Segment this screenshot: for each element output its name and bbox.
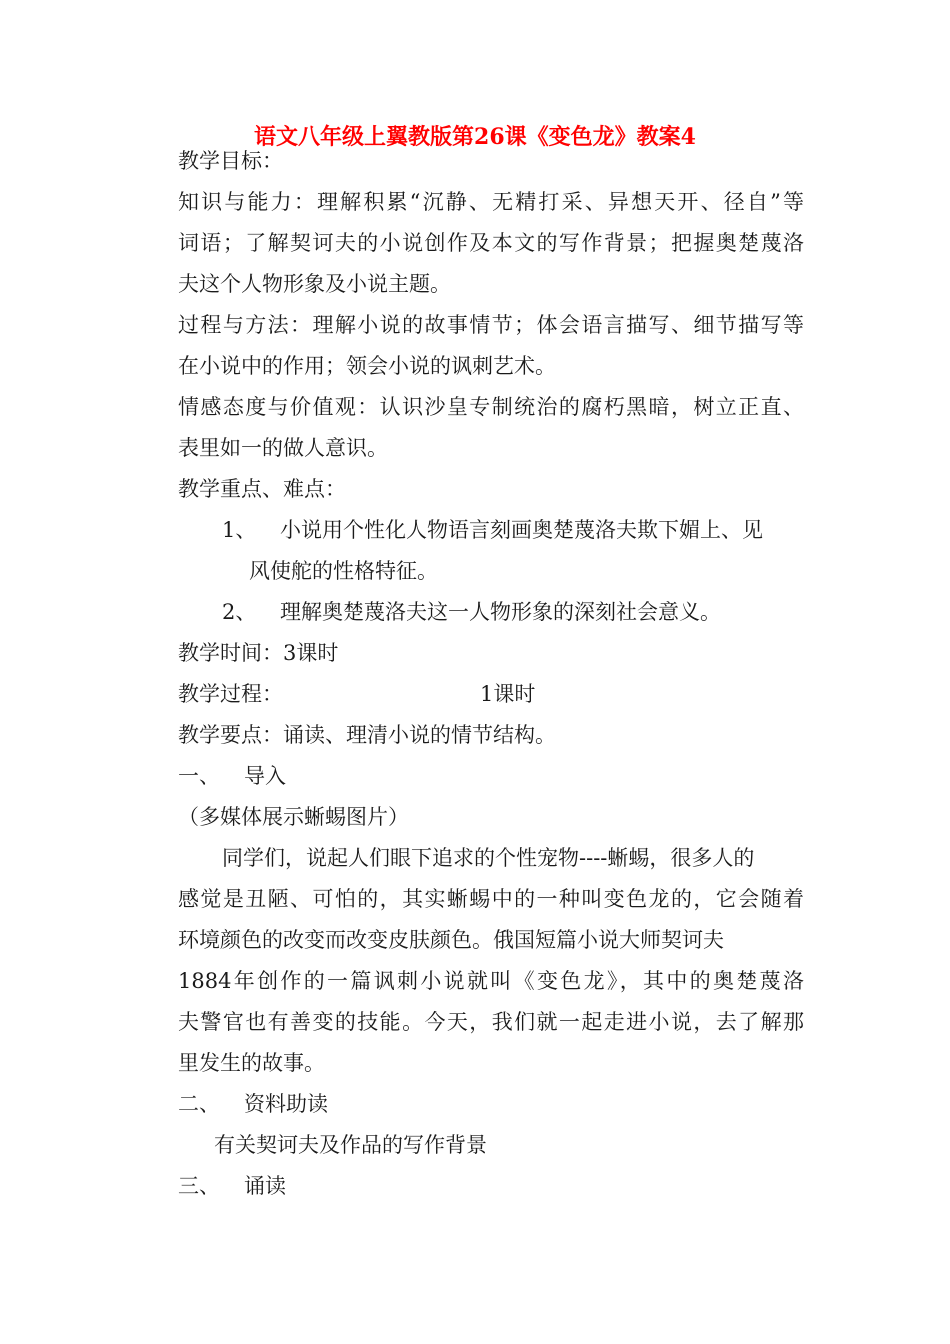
- key-points-heading: 教学重点、难点：: [178, 477, 346, 501]
- knowledge-line-1: 知识与能力：理解积累“沉静、无精打采、异想天开、径自”等: [178, 190, 804, 214]
- process-line-1: 过程与方法：理解小说的故事情节；体会语言描写、细节描写等: [178, 313, 804, 337]
- section-3-title: 诵读: [244, 1174, 286, 1198]
- section-3-number: 三、: [178, 1174, 220, 1198]
- intro-line-1: 同学们，说起人们眼下追求的个性宠物----蜥蜴，很多人的: [222, 846, 755, 870]
- knowledge-line-3: 夫这个人物形象及小说主题。: [178, 272, 451, 296]
- teaching-time: 教学时间：3课时: [178, 641, 339, 665]
- section-1-number: 一、: [178, 764, 220, 788]
- key-point-1-continued: 风使舵的性格特征。: [249, 559, 438, 583]
- teaching-points: 教学要点：诵读、理清小说的情节结构。: [178, 723, 556, 747]
- intro-line-3: 环境颜色的改变而改变皮肤颜色。俄国短篇小说大师契诃夫: [178, 928, 724, 952]
- key-point-2-text: 理解奥楚蔑洛夫这一人物形象的深刻社会意义。: [280, 600, 721, 624]
- key-point-1: [222, 515, 763, 545]
- intro-line-4: 1884年创作的一篇讽刺小说就叫《变色龙》，其中的奥楚蔑洛: [178, 969, 804, 993]
- teaching-process-label: 教学过程：: [178, 682, 283, 706]
- intro-line-6: 里发生的故事。: [178, 1051, 325, 1075]
- section-3-heading: [178, 1171, 286, 1201]
- section-2-heading: [178, 1089, 328, 1119]
- key-point-2-number: 2、: [222, 600, 257, 624]
- emotion-line-1: 情感态度与价值观：认识沙皇专制统治的腐朽黑暗，树立正直、: [178, 395, 804, 419]
- key-point-2: [222, 597, 721, 627]
- knowledge-line-2: 词语；了解契诃夫的小说创作及本文的写作背景；把握奥楚蔑洛: [178, 231, 804, 255]
- intro-line-5: 夫警官也有善变的技能。今天，我们就一起走进小说，去了解那: [178, 1010, 804, 1034]
- emotion-line-2: 表里如一的做人意识。: [178, 436, 388, 460]
- section-2-number: 二、: [178, 1092, 220, 1116]
- intro-line-2: 感觉是丑陋、可怕的，其实蜥蜴中的一种叫变色龙的，它会随着: [178, 887, 804, 911]
- section-1-heading: [178, 761, 286, 791]
- process-line-2: 在小说中的作用；领会小说的讽刺艺术。: [178, 354, 556, 378]
- key-point-1-text: 小说用个性化人物语言刻画奥楚蔑洛夫欺下媚上、见: [280, 518, 763, 542]
- teaching-process-value: 1课时: [480, 682, 536, 706]
- document-title: 语文八年级上翼教版第26课《变色龙》教案4: [254, 124, 696, 150]
- teaching-process: [178, 679, 535, 709]
- section-2-title: 资料助读: [244, 1092, 328, 1116]
- key-point-1-number: 1、: [222, 518, 257, 542]
- objectives-heading: 教学目标：: [178, 149, 283, 173]
- media-note: （多媒体展示蜥蜴图片）: [178, 805, 409, 829]
- background-note: 有关契诃夫及作品的写作背景: [214, 1133, 487, 1157]
- section-1-title: 导入: [244, 764, 286, 788]
